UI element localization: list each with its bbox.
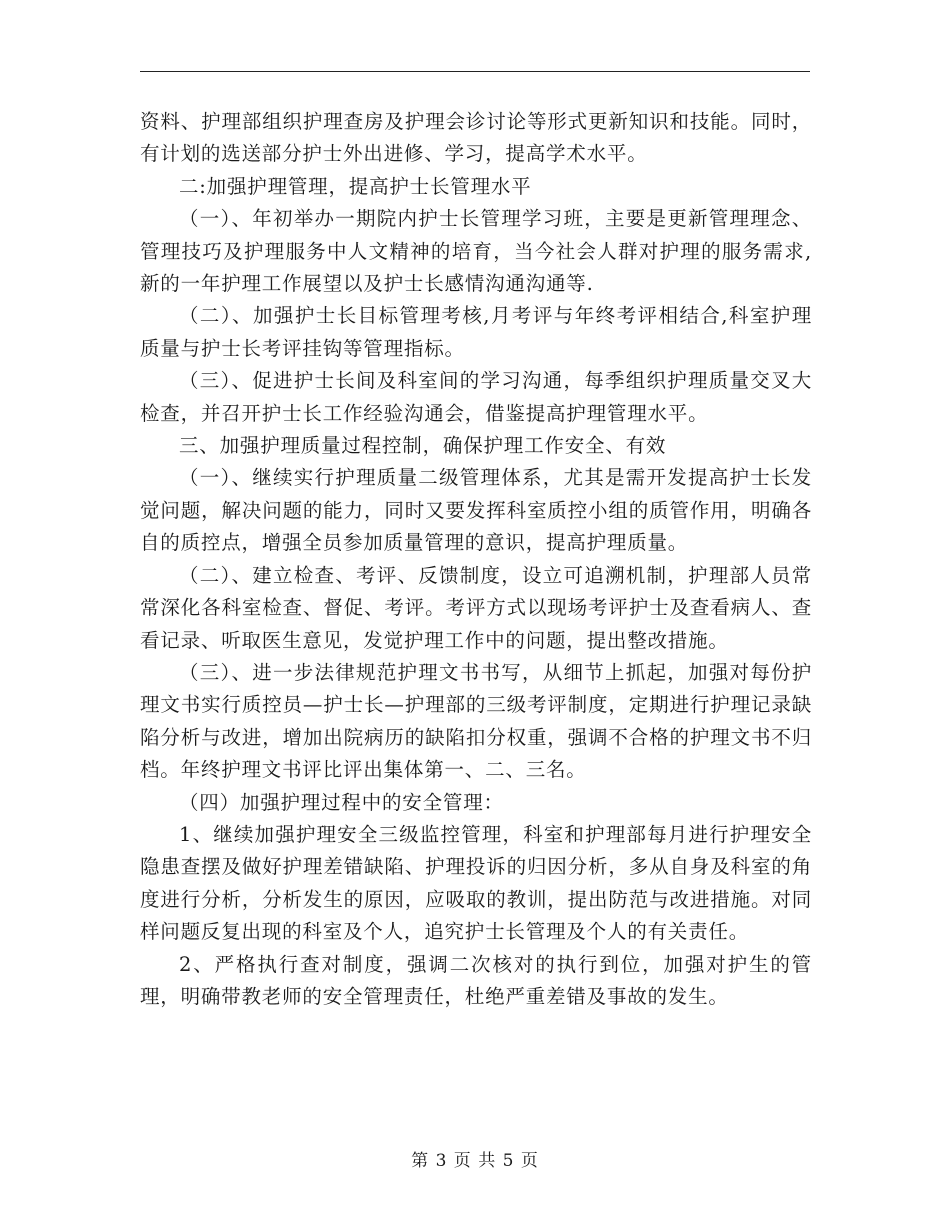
page-footer [0,1149,950,1173]
paragraph: 三、加强护理质量过程控制，确保护理工作安全、有效 [179,434,667,458]
paragraph: 1、继续加强护理安全三级监控管理，科室和护理部每月进行护理安全隐患查摆及做好护理差错缺陷、护理投诉的归因分析，多从自身及科室的角度进行分析，分析发生的原因，应吸取的教训，提出防范与改进措施。对同样问题反复出现的科室及个人，追究护士长管理及个人的有关责任。 [140,822,812,944]
paragraph: （四）加强护理过程中的安全管理： [179,790,504,814]
paragraph: （一）、继续实行护理质量二级管理体系，尤其是需开发提高护士长发觉问题，解决问题的能力，同时又要发挥科室质控小组的质管作用，明确各自的质控点，增强全员参加质量管理的意识，提高护理质量。 [140,466,812,555]
page-number-label: 第 3 页 共 5 页 [411,1151,539,1171]
paragraph: 资料、护理部组织护理查房及护理会诊讨论等形式更新知识和技能。同时，有计划的选送部分护士外出进修、学习，提高学术水平。 [140,110,812,166]
paragraph: （一）、年初举办一期院内护士长管理学习班，主要是更新管理理念、管理技巧及护理服务中人文精神的培育，当今社会人群对护理的服务需求,新的一年护理工作展望以及护士长感情沟通沟通等. [140,207,812,296]
paragraph: 2、严格执行查对制度，强调二次核对的执行到位，加强对护生的管理，明确带教老师的安全管理责任，杜绝严重差错及事故的发生。 [140,952,812,1008]
paragraph: （二）、建立检查、考评、反馈制度，设立可追溯机制，护理部人员常常深化各科室检查、督促、考评。考评方式以现场考评护士及查看病人、查看记录、听取医生意见，发觉护理工作中的问题，提出整改措施。 [140,563,812,652]
paragraph: （三）、进一步法律规范护理文书书写，从细节上抓起，加强对每份护理文书实行质控员—护士长—护理部的三级考评制度，定期进行护理记录缺陷分析与改进，增加出院病历的缺陷扣分权重，强调不合格的护理文书不归档。年终护理文书评比评出集体第一、二、三名。 [140,660,812,782]
paragraph: （二）、加强护士长目标管理考核,月考评与年终考评相结合,科室护理质量与护士长考评挂钩等管理指标。 [140,304,812,360]
header-rule [140,71,810,72]
document-body [140,106,812,1013]
paragraph: （三）、促进护士长间及科室间的学习沟通，每季组织护理质量交叉大检查，并召开护士长工作经验沟通会，借鉴提高护理管理水平。 [140,369,812,425]
paragraph: 二:加强护理管理，提高护士长管理水平 [179,174,532,198]
